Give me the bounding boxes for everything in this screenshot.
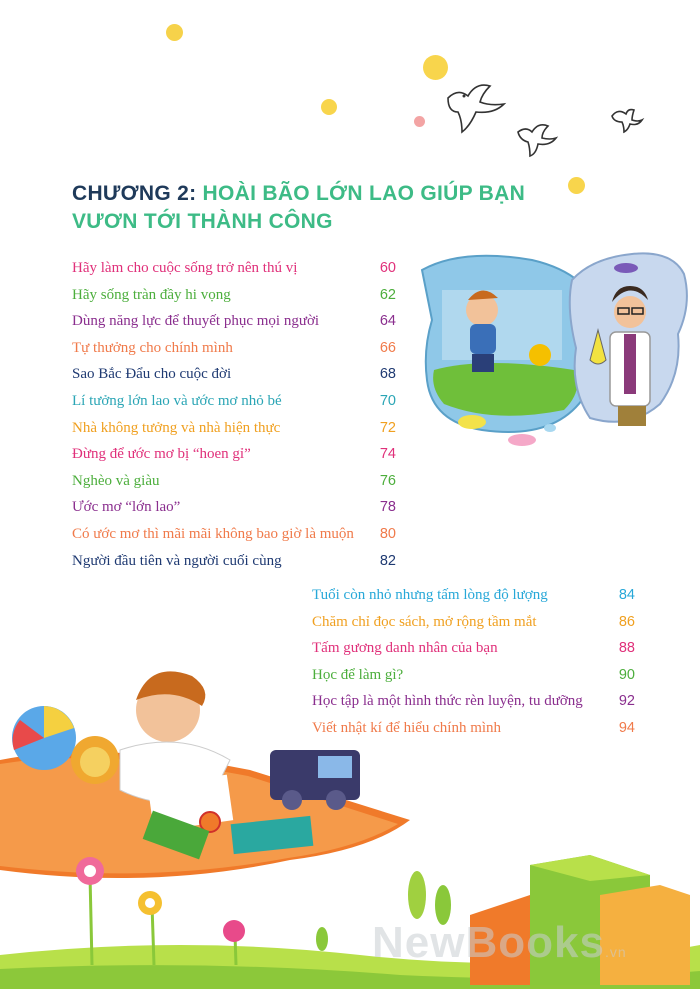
toc-item-title: Tuổi còn nhỏ nhưng tấm lòng độ lượng: [312, 587, 548, 603]
chapter-heading: [72, 180, 525, 236]
toc-item[interactable]: [72, 364, 396, 391]
toc-item-page: 82: [379, 552, 396, 569]
toc-item-title: Sao Bắc Đẩu cho cuộc đời: [72, 366, 232, 383]
toc-item-page: 68: [379, 366, 396, 383]
toc-item[interactable]: [72, 311, 396, 338]
chapter-label: CHƯƠNG 2:: [72, 182, 197, 205]
decor-dot: [568, 177, 585, 194]
toc-item-title: Dùng năng lực để thuyết phục mọi người: [72, 313, 320, 330]
toc-item-page: 60: [379, 260, 396, 276]
toc-item[interactable]: [72, 497, 396, 524]
toc-item[interactable]: [72, 471, 396, 498]
toc-item-title: Có ước mơ thì mãi mãi không bao giờ là muộn: [72, 525, 354, 542]
toc-item[interactable]: [72, 551, 396, 578]
decor-dot: [166, 24, 183, 41]
toc-list-1: [72, 258, 396, 577]
toc-item-title: Chăm chỉ đọc sách, mở rộng tầm mắt: [312, 613, 537, 630]
toc-item-page: 70: [379, 392, 396, 409]
toc-item-page: 66: [379, 339, 396, 356]
toc-item-page: 78: [379, 499, 396, 516]
chapter-title-line1: HOÀI BÃO LỚN LAO GIÚP BẠN: [202, 182, 526, 205]
toc-item-page: 94: [618, 719, 635, 736]
toc-item-title: Viết nhật kí để hiểu chính mình: [312, 719, 502, 736]
toc-item[interactable]: [72, 444, 396, 471]
birds-illustration: [440, 80, 650, 170]
toc-item-page: 72: [379, 419, 396, 436]
watermark-brand: NewBooks: [372, 918, 605, 967]
toc-item-title: Lí tưởng lớn lao và ước mơ nhỏ bé: [72, 392, 282, 409]
toc-item-page: 84: [618, 587, 635, 603]
dream-illustration: [412, 250, 690, 455]
toc-item[interactable]: [72, 391, 396, 418]
toc-item[interactable]: [312, 585, 635, 612]
watermark-suffix: .vn: [604, 944, 627, 960]
toc-item[interactable]: [72, 285, 396, 312]
toc-item[interactable]: [72, 258, 396, 285]
toc-item-page: 80: [379, 525, 396, 542]
toc-item-title: Nghèo và giàu: [72, 472, 160, 489]
toc-item[interactable]: [312, 612, 635, 639]
toc-item-page: 62: [379, 286, 396, 303]
chapter-title-line2: VƯƠN TỚI THÀNH CÔNG: [72, 210, 333, 233]
toc-item-page: 90: [618, 666, 635, 683]
toc-item-page: 64: [379, 313, 396, 330]
toc-item-title: Hãy làm cho cuộc sống trở nên thú vị: [72, 260, 298, 276]
toc-item-page: 74: [379, 446, 396, 463]
decor-dot: [423, 55, 448, 80]
toc-item-page: 76: [379, 472, 396, 489]
toc-item-title: Hãy sống tràn đầy hi vọng: [72, 286, 231, 303]
toc-item-page: 86: [618, 613, 635, 630]
decor-dot: [414, 116, 425, 127]
toc-item[interactable]: [72, 524, 396, 551]
watermark: [372, 918, 627, 968]
toc-item-title: Tự thưởng cho chính mình: [72, 339, 233, 356]
toc-item[interactable]: [72, 418, 396, 445]
toc-item-title: Học để làm gì?: [312, 666, 404, 683]
toc-item-title: Người đầu tiên và người cuối cùng: [72, 552, 282, 569]
toc-item-title: Ước mơ “lớn lao”: [72, 499, 181, 516]
toc-item-title: Đừng để ước mơ bị “hoen gỉ”: [72, 446, 251, 463]
toc-item-page: 92: [618, 693, 635, 710]
toc-item[interactable]: [72, 338, 396, 365]
toc-item-title: Nhà không tưởng và nhà hiện thực: [72, 419, 281, 436]
toc-item-title: Tấm gương danh nhân của bạn: [312, 640, 498, 657]
toc-item-title: Học tập là một hình thức rèn luyện, tu dưỡng: [312, 693, 583, 710]
toc-item-page: 88: [618, 640, 635, 657]
decor-dot: [321, 99, 337, 115]
